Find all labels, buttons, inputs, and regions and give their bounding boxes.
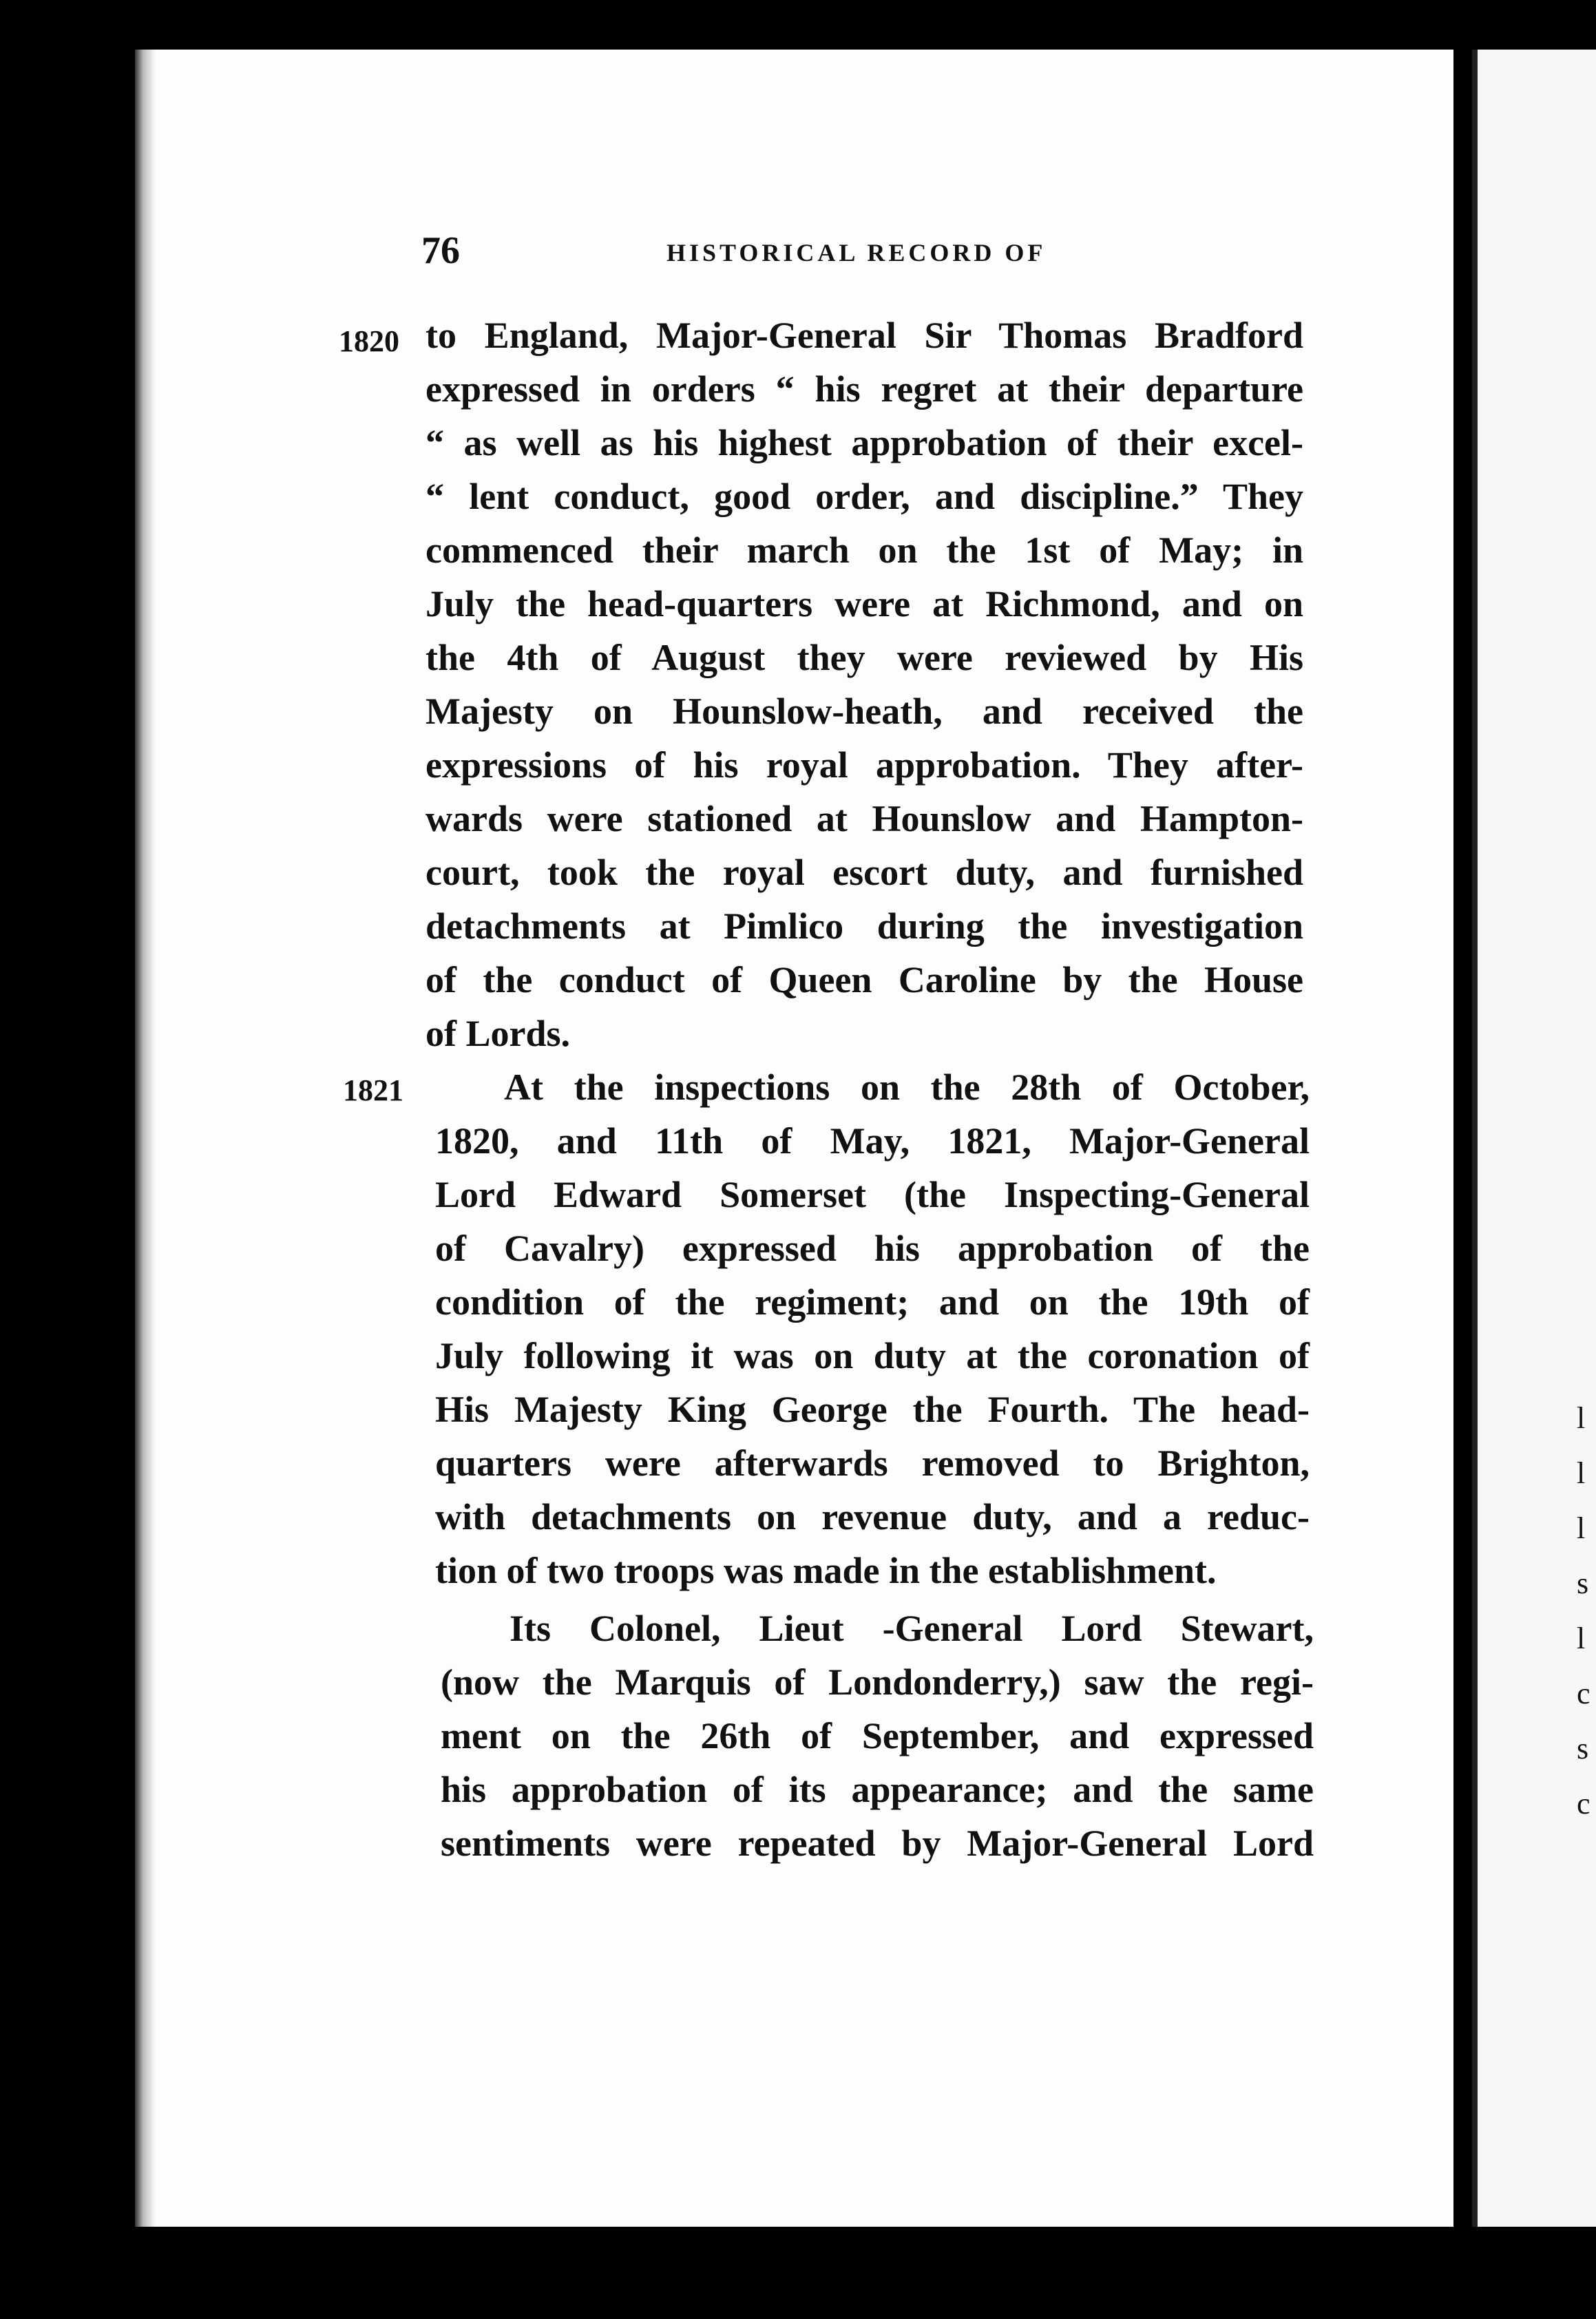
- text-line: detachments at Pimlico during the investigation: [426, 905, 1303, 947]
- running-head: HISTORICAL RECORD OF: [666, 239, 1047, 266]
- text-line: quarters were afterwards removed to Brighton,: [435, 1442, 1310, 1484]
- paragraph-1: [426, 308, 1303, 1060]
- text-line: ment on the 26th of September, and expressed: [441, 1715, 1314, 1756]
- text-line: commenced their march on the 1st of May; in: [426, 529, 1303, 571]
- facing-page-edge: [1472, 50, 1596, 2227]
- text-line: wards were stationed at Hounslow and Hampton-: [426, 798, 1303, 839]
- text-line: Its Colonel, Lieut -General Lord Stewart,: [510, 1608, 1314, 1649]
- paragraph-2: [435, 1060, 1310, 1597]
- text-line: (now the Marquis of Londonderry,) saw the regi-: [441, 1661, 1314, 1703]
- page-number: 76: [421, 229, 460, 272]
- text-line: sentiments were repeated by Major-General Lord: [441, 1823, 1314, 1864]
- text-line: condition of the regiment; and on the 19th of: [435, 1281, 1310, 1323]
- text-line: “ as well as his highest approbation of their excel-: [426, 422, 1303, 463]
- text-line: expressed in orders “ his regret at their departure: [426, 368, 1303, 410]
- text-line: of Cavalry) expressed his approbation of the: [435, 1228, 1310, 1269]
- text-line: “ lent conduct, good order, and discipline.” They: [426, 476, 1303, 517]
- page-header: [421, 229, 1316, 277]
- text-line: of the conduct of Queen Caroline by the House: [426, 959, 1303, 1000]
- text-line: tion of two troops was made in the establishment.: [435, 1550, 1217, 1591]
- text-line: July the head-quarters were at Richmond, and on: [426, 583, 1303, 625]
- text-line: with detachments on revenue duty, and a reduc-: [435, 1496, 1310, 1538]
- margin-year-1820: 1820: [339, 324, 399, 358]
- facing-page-fragments: l l l s l c s c: [1577, 1401, 1590, 1820]
- text-line: expressions of his royal approbation. They after-: [426, 744, 1303, 786]
- paragraph-3: [441, 1602, 1314, 1870]
- text-line: Lord Edward Somerset (the Inspecting-General: [435, 1174, 1310, 1215]
- text-line: to England, Major-General Sir Thomas Bradford: [426, 315, 1303, 356]
- text-line: court, took the royal escort duty, and furnished: [426, 852, 1303, 893]
- text-line: of Lords.: [426, 1013, 571, 1054]
- text-line: his approbation of its appearance; and the same: [441, 1769, 1314, 1810]
- margin-year-1821: 1821: [343, 1073, 403, 1107]
- text-line: At the inspections on the 28th of October,: [504, 1067, 1310, 1108]
- text-line: the 4th of August they were reviewed by His: [426, 637, 1303, 678]
- text-line: His Majesty King George the Fourth. The head-: [435, 1389, 1310, 1430]
- text-line: Majesty on Hounslow-heath, and received the: [426, 691, 1303, 732]
- page-gutter-shadow: [135, 50, 156, 2227]
- text-line: July following it was on duty at the coronation of: [435, 1335, 1310, 1376]
- text-line: 1820, and 11th of May, 1821, Major-General: [435, 1120, 1310, 1162]
